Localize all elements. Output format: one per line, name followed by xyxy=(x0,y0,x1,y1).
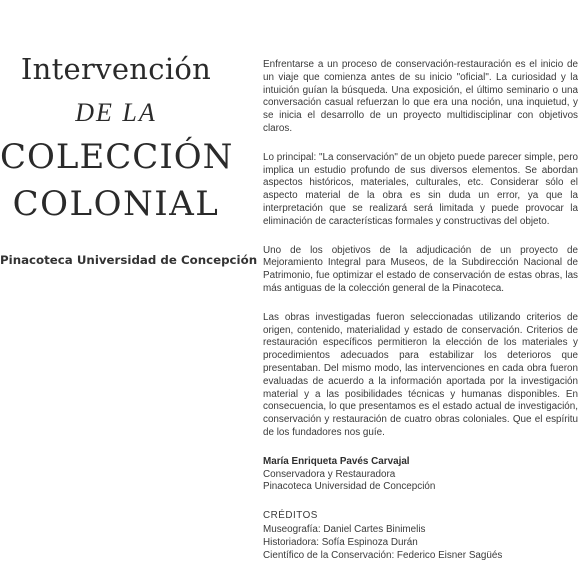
credits xyxy=(263,510,578,562)
signature-role: Conservadora y Restauradora xyxy=(263,468,396,480)
credits-heading: CRÉDITOS xyxy=(263,510,318,522)
subtitle: Pinacoteca Universidad de Concepción xyxy=(0,253,258,267)
paragraph-2: Lo principal: "La conservación" de un objeto puede parecer simple, pero implica un estudio profundo de sus diversos elementos. Se abordan aspectos históricos, materiales, culturales, etc. Considerar sólo el aspecto material de la obra es sin duda un error, ya que la interpretación que se realizará será limitada y puede provocar la eliminación de características formales y constructivas del objeto. xyxy=(263,151,578,227)
credit-item: Museografía: Daniel Cartes Binimelis xyxy=(263,523,426,535)
title-line-colonial: COLONIAL xyxy=(12,184,220,224)
title-line-intervencion: Intervención xyxy=(20,52,212,86)
credit-item: Científico de la Conservación: Federico Eisner Sagüés xyxy=(263,549,503,561)
body-text xyxy=(263,59,578,562)
title-line-coleccion: COLECCIÓN xyxy=(0,137,234,177)
signature xyxy=(263,456,578,494)
paragraph-4: Las obras investigadas fueron seleccionadas utilizando criterios de origen, contenido, materialidad y estado de conservación. Criterios de restauración específicos permitieron la elección de los materiales y procedimientos adecuados para estabilizar los deterioros que presentaban. Del mismo modo, las intervenciones en cada obra fueron evaluadas de acuerdo a la información aportada por la investigación material y a las posibilidades técnicas y humanas disponibles. En consecuencia, lo que presentamos es el estado actual de investigación, conservación y restauración de cuatro obras coloniales. Que el espíritu de los fundadores nos guíe. xyxy=(263,311,578,438)
signature-institution: Pinacoteca Universidad de Concepción xyxy=(263,481,436,493)
title-block xyxy=(0,0,258,580)
title-line-de-la: DE LA xyxy=(75,98,157,127)
paragraph-3: Uno de los objetivos de la adjudicación de un proyecto de Mejoramiento Integral para Museos, de la Subdirección Nacional de Patrimonio, fue optimizar el estado de conservación de estas obras, las más antiguas de la colección general de la Pinacoteca. xyxy=(263,244,578,294)
credit-item: Historiadora: Sofía Espinoza Durán xyxy=(263,536,418,548)
signature-name: María Enriqueta Pavés Carvajal xyxy=(263,455,410,467)
paragraph-1: Enfrentarse a un proceso de conservación-restauración es el inicio de un viaje que comienza antes de su inicio "oficial". La curiosidad y la intuición guían la búsqueda. Una exposición, el último seminario o una conversación casual refuerzan lo que era una noción, una inquietud, y se inicia el desarrollo de un proyecto multidisciplinar con objetivos claros. xyxy=(263,59,578,134)
